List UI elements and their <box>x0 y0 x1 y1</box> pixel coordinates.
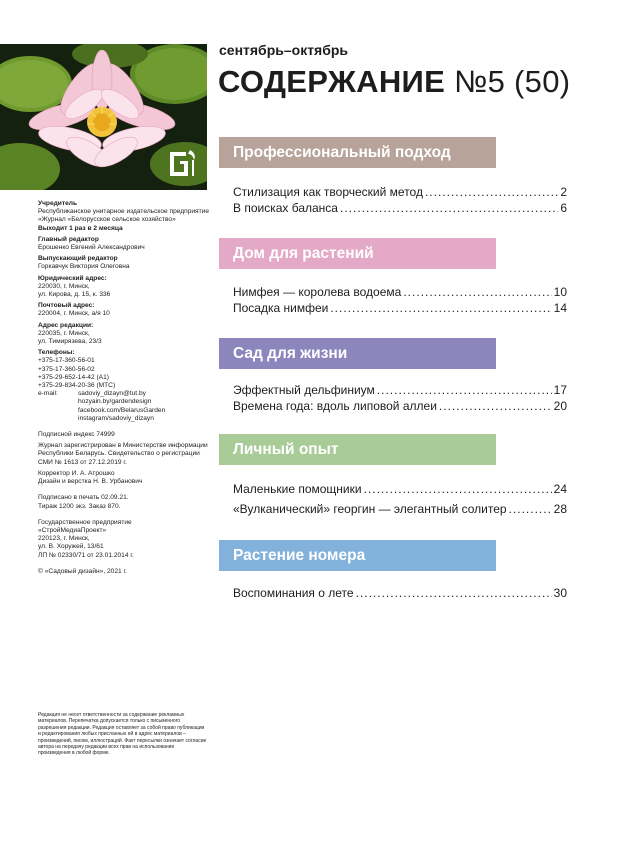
section-header-professional: Профессиональный подход <box>219 137 496 168</box>
toc-leader-dots <box>425 184 558 200</box>
registration-text: Журнал зарегистрирован в Министерстве информации Республики Беларусь. Свидетельство о регистрации СМИ № 1613 от 27.12.2019 г. <box>38 442 208 466</box>
postal-address-line: 220004, г. Минск, а/я 10 <box>38 310 110 318</box>
toc-leader-dots <box>439 398 552 414</box>
toc-group-plants-home <box>233 284 567 316</box>
magazine-logo-icon <box>162 144 202 184</box>
toc-item[interactable] <box>233 200 567 216</box>
managing-editor-name: Горкавчук Виктория Олеговна <box>38 263 130 271</box>
legal-address-line: 220030, г. Минск, <box>38 282 90 290</box>
issue-number: №5 (50) <box>454 64 571 99</box>
subscription-index: Подписной индекс 74999 <box>38 431 115 439</box>
printer-line: ЛП № 02330/71 от 23.01.2014 г. <box>38 551 134 559</box>
toc-leader-dots <box>340 200 558 216</box>
toc-item-page: 14 <box>553 301 567 315</box>
toc-item[interactable] <box>233 398 567 414</box>
section-header-personal-experience: Личный опыт <box>219 434 496 465</box>
printer-line: ул. В. Хоружей, 13/61 <box>38 543 104 551</box>
toc-item-page: 17 <box>553 383 567 397</box>
toc-leader-dots <box>509 501 552 517</box>
toc-leader-dots <box>356 585 552 601</box>
toc-item[interactable] <box>233 284 567 300</box>
toc-group-personal-experience <box>233 481 567 517</box>
disclaimer: Редакция не несет ответственности за содержание рекламных материалов. Перепечатка допускается только с письменного разрешения редакции. Редакция оставляет за собой право публикации и редактирования любых присланных ей в адрес материалов – произведений, писем, иллюстраций. Факт пересылки означает согласие автора на передачу редакции всех прав на использование произведения в любой форме. <box>38 712 207 757</box>
toc-item-page: 10 <box>553 285 567 299</box>
toc-group-garden-life <box>233 382 567 414</box>
page-title <box>218 62 570 102</box>
instagram-link[interactable]: instagram/sadoviy_dizayn <box>78 414 154 422</box>
toc-item-title: Эффектный дельфиниум <box>233 383 375 397</box>
section-header-plants-home: Дом для растений <box>219 238 496 269</box>
phone-number: +375-17-360-56-01 <box>38 357 95 365</box>
toc-item-page: 2 <box>560 185 567 199</box>
printer-line: 220123, г. Минск, <box>38 535 90 543</box>
toc-item-title: «Вулканический» георгин — элегантный солитер <box>233 502 507 516</box>
founder-text: Республиканское унитарное издательское предприятие «Журнал «Белорусское сельское хозяйство» <box>38 208 209 224</box>
imprint-column <box>38 200 210 579</box>
toc-item-page: 28 <box>553 502 567 516</box>
phones-label: Телефоны: <box>38 349 75 357</box>
phone-number: +375-29-652-14-42 (А1) <box>38 373 109 381</box>
toc-leader-dots <box>403 284 551 300</box>
toc-item[interactable] <box>233 501 567 517</box>
signed-date: Подписано в печать 02.09.21. <box>38 494 129 502</box>
legal-address-label: Юридический адрес: <box>38 274 107 282</box>
office-address-line: 220035, г. Минск, <box>38 329 90 337</box>
toc-item[interactable] <box>233 481 567 497</box>
legal-address-line: ул. Кирова, д. 15, к. 336 <box>38 291 111 299</box>
managing-editor-label: Выпускающий редактор <box>38 255 118 263</box>
toc-item-title: Воспоминания о лете <box>233 586 354 600</box>
designer-text: Дизайн и верстка Н. В. Урбанович <box>38 478 143 486</box>
copyright: © «Садовый дизайн», 2021 г. <box>38 567 127 575</box>
toc-leader-dots <box>364 481 552 497</box>
postal-address-label: Почтовый адрес: <box>38 302 95 310</box>
toc-group-plant-of-issue <box>233 585 567 601</box>
toc-leader-dots <box>330 300 551 316</box>
issue-date: сентябрь–октябрь <box>219 42 349 58</box>
email-link[interactable]: sadoviy_dizayn@tut.by <box>78 390 146 398</box>
chief-editor-label: Главный редактор <box>38 235 99 243</box>
toc-item[interactable] <box>233 382 567 398</box>
founder-label: Учредитель <box>38 200 78 207</box>
printer-line: «СтройМедиаПроект» <box>38 526 107 534</box>
toc-item-page: 6 <box>560 201 567 215</box>
print-run: Тираж 1200 экз. Заказ 870. <box>38 502 121 510</box>
toc-item[interactable] <box>233 585 567 601</box>
water-lily-photo <box>0 44 207 190</box>
frequency-text: Выходит 1 раз в 2 месяца <box>38 224 123 232</box>
toc-item-page: 30 <box>553 586 567 600</box>
phone-number: +375-29-834-20-36 (МТС) <box>38 382 116 390</box>
toc-item-title: Времена года: вдоль липовой аллеи <box>233 399 437 413</box>
toc-item-title: Маленькие помощники <box>233 482 362 496</box>
office-address-label: Адрес редакции: <box>38 321 94 329</box>
toc-item-title: Нимфея — королева водоема <box>233 285 402 299</box>
phone-number: +375-17-360-56-02 <box>38 365 95 373</box>
chief-editor-name: Ерошенко Евгений Александрович <box>38 244 145 252</box>
corrector-text: Корректор И. А. Атрошко <box>38 469 115 477</box>
section-header-garden-life: Сад для жизни <box>219 338 496 369</box>
toc-group-professional <box>233 184 567 216</box>
toc-item-title: В поисках баланса <box>233 201 338 215</box>
page-title-word: СОДЕРЖАНИЕ <box>218 64 446 99</box>
website-link[interactable]: hozyain.by/gardendesign <box>78 398 152 406</box>
section-header-plant-of-issue: Растение номера <box>219 540 496 571</box>
toc-item[interactable] <box>233 184 567 200</box>
toc-leader-dots <box>377 382 552 398</box>
office-address-line: ул. Тимирязева, 23/3 <box>38 338 102 346</box>
facebook-link[interactable]: facebook.com/BelarusGarden <box>78 406 166 414</box>
toc-item-title: Стилизация как творческий метод <box>233 185 423 199</box>
toc-item-page: 20 <box>553 399 567 413</box>
printer-line: Государственное предприятие <box>38 518 132 526</box>
email-label: e-mail: <box>38 390 58 398</box>
toc-item[interactable] <box>233 300 567 316</box>
toc-item-title: Посадка нимфеи <box>233 301 329 315</box>
toc-item-page: 24 <box>553 482 567 496</box>
